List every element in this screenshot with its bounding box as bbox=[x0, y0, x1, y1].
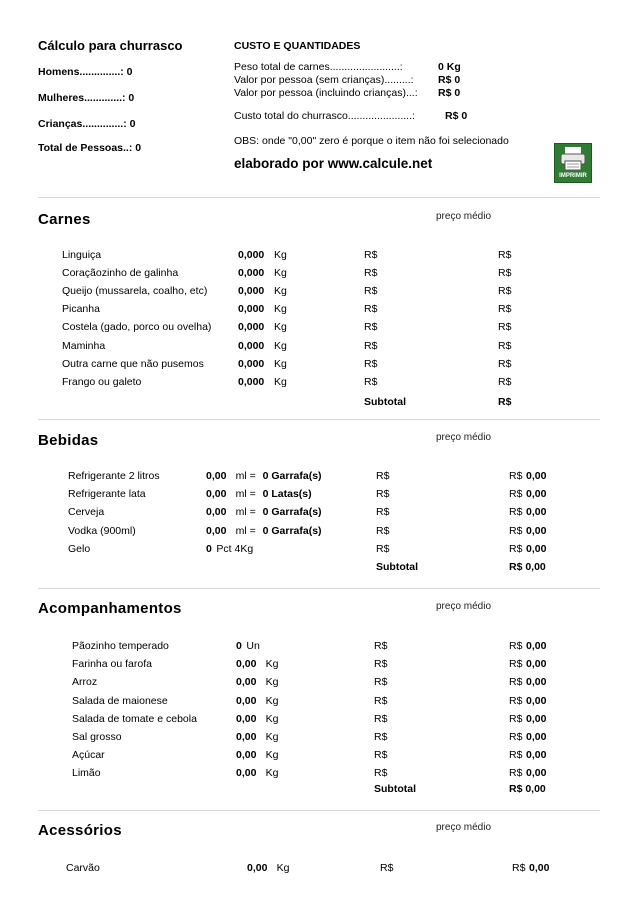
item-name: Limão bbox=[72, 767, 101, 780]
custo-total-label: Custo total do churrasco......................: bbox=[234, 110, 415, 122]
item-total: 0,00 bbox=[526, 712, 547, 725]
preco-medio-bebidas: preço médio bbox=[436, 432, 492, 443]
print-button[interactable] bbox=[554, 143, 592, 183]
item-total: 0,00 bbox=[526, 506, 547, 519]
item-quantity[interactable]: 0,000 bbox=[238, 267, 265, 280]
table-row bbox=[0, 470, 638, 488]
item-unit: Kg bbox=[265, 694, 279, 707]
table-row bbox=[0, 488, 638, 506]
item-unit: Kg bbox=[265, 658, 279, 671]
item-name: Frango ou galeto bbox=[62, 375, 142, 388]
valor-sem-criancas-label: Valor por pessoa (sem crianças).........: bbox=[234, 74, 414, 86]
item-unit: Kg bbox=[265, 767, 279, 780]
item-name: Pãozinho temperado bbox=[72, 640, 169, 652]
divider-acompanhamentos bbox=[38, 588, 600, 589]
item-price: R$ bbox=[374, 731, 388, 743]
table-row bbox=[0, 640, 638, 658]
item-price: R$ bbox=[376, 524, 390, 537]
valor-com-criancas-label: Valor por pessoa (incluindo crianças)...: bbox=[234, 87, 418, 99]
item-quantity[interactable]: 0,000 bbox=[238, 303, 265, 316]
item-price: R$ bbox=[364, 375, 378, 388]
item-total: 0,00 bbox=[526, 524, 547, 537]
homens-count: Homens..............: 0 bbox=[38, 66, 133, 78]
item-unit: Kg bbox=[274, 321, 287, 334]
item-name: Salada de maionese bbox=[72, 694, 168, 707]
item-quantity[interactable]: 0 bbox=[206, 542, 212, 555]
item-quantity[interactable]: 0,00 bbox=[236, 767, 257, 780]
custo-title: CUSTO E QUANTIDADES bbox=[234, 40, 361, 52]
table-row bbox=[0, 525, 638, 543]
item-price: R$ bbox=[364, 321, 378, 334]
item-price: R$ bbox=[364, 339, 378, 352]
item-total-prefix: R$ bbox=[509, 542, 523, 555]
preco-medio-carnes: preço médio bbox=[436, 211, 492, 222]
peso-label: Peso total de carnes........................: bbox=[234, 61, 403, 73]
table-row bbox=[0, 340, 638, 358]
item-unit: Kg bbox=[274, 267, 287, 280]
item-quantity[interactable]: 0,00 bbox=[236, 731, 257, 743]
custo-total-value: R$ 0 bbox=[445, 110, 468, 122]
acompanhamentos-subtotal-value: R$ 0,00 bbox=[509, 783, 546, 795]
item-name: Vodka (900ml) bbox=[68, 524, 136, 537]
item-total: 0,00 bbox=[526, 676, 547, 689]
item-total: R$ bbox=[498, 285, 512, 298]
item-total-prefix: R$ bbox=[509, 488, 523, 501]
table-row bbox=[0, 862, 638, 880]
preco-medio-acessorios: preço médio bbox=[436, 822, 492, 833]
item-price: R$ bbox=[364, 249, 378, 261]
bebidas-subtotal-value: R$ 0,00 bbox=[509, 561, 546, 573]
item-quantity[interactable]: 0,000 bbox=[238, 285, 265, 298]
bebidas-subtotal-label: Subtotal bbox=[376, 561, 418, 573]
item-name: Coraçãozinho de galinha bbox=[62, 267, 179, 280]
acompanhamentos-subtotal-label: Subtotal bbox=[374, 783, 416, 795]
obs-note: OBS: onde "0,00" zero é porque o item não foi selecionado bbox=[234, 135, 509, 147]
item-total: R$ bbox=[498, 321, 512, 334]
item-price: R$ bbox=[364, 303, 378, 316]
table-row bbox=[0, 713, 638, 731]
item-unit: Kg bbox=[265, 712, 279, 725]
item-total-prefix: R$ bbox=[509, 749, 523, 762]
item-unit: Kg bbox=[265, 676, 279, 689]
item-total: 0,00 bbox=[526, 470, 547, 482]
item-name: Carvão bbox=[66, 862, 100, 874]
item-quantity[interactable]: 0,000 bbox=[238, 357, 265, 370]
item-quantity[interactable]: 0,00 bbox=[236, 658, 257, 671]
item-total-prefix: R$ bbox=[509, 694, 523, 707]
carnes-subtotal-label: Subtotal bbox=[364, 396, 406, 408]
item-quantity[interactable]: 0,000 bbox=[238, 375, 265, 388]
table-row bbox=[0, 506, 638, 524]
item-conversion: 0 Garrafa(s) bbox=[262, 524, 322, 537]
item-name: Gelo bbox=[68, 542, 91, 555]
item-price: R$ bbox=[380, 862, 394, 874]
item-unit: Kg bbox=[274, 357, 287, 370]
item-price: R$ bbox=[376, 506, 390, 519]
item-total: R$ bbox=[498, 303, 512, 316]
item-total: 0,00 bbox=[529, 862, 550, 874]
item-unit: ml = bbox=[235, 488, 256, 501]
credit-text: elaborado por www.calcule.net bbox=[234, 156, 433, 171]
item-total-prefix: R$ bbox=[509, 506, 523, 519]
item-total-prefix: R$ bbox=[509, 676, 523, 689]
table-row bbox=[0, 267, 638, 285]
item-unit: Kg bbox=[265, 731, 279, 743]
page-title: Cálculo para churrasco bbox=[38, 38, 183, 53]
item-conversion: 0 Latas(s) bbox=[262, 488, 312, 501]
item-quantity[interactable]: 0,00 bbox=[236, 712, 257, 725]
divider-bebidas bbox=[38, 419, 600, 420]
item-quantity[interactable]: 0,000 bbox=[238, 249, 265, 261]
item-unit: ml = bbox=[235, 524, 256, 537]
item-total: 0,00 bbox=[526, 542, 547, 555]
divider-acessorios bbox=[38, 810, 600, 811]
item-total-prefix: R$ bbox=[509, 767, 523, 780]
table-row bbox=[0, 285, 638, 303]
item-conversion: 0 Garrafa(s) bbox=[262, 470, 322, 482]
item-name: Picanha bbox=[62, 303, 100, 316]
item-quantity[interactable]: 0,00 bbox=[236, 694, 257, 707]
table-row bbox=[0, 676, 638, 694]
item-quantity[interactable]: 0,000 bbox=[238, 339, 265, 352]
section-title-acompanhamentos: Acompanhamentos bbox=[38, 600, 182, 617]
item-price: R$ bbox=[376, 470, 390, 482]
item-quantity[interactable]: 0,00 bbox=[247, 862, 268, 874]
peso-value: 0 Kg bbox=[438, 61, 461, 73]
item-unit: Kg bbox=[274, 285, 287, 298]
item-total: 0,00 bbox=[526, 694, 547, 707]
table-row bbox=[0, 543, 638, 561]
item-quantity[interactable]: 0,00 bbox=[236, 676, 257, 689]
section-title-carnes: Carnes bbox=[38, 211, 91, 228]
item-total-prefix: R$ bbox=[509, 524, 523, 537]
item-unit: Kg bbox=[274, 303, 287, 316]
item-unit: Kg bbox=[274, 375, 287, 388]
item-price: R$ bbox=[376, 488, 390, 501]
item-total: 0,00 bbox=[526, 640, 547, 652]
item-name: Arroz bbox=[72, 676, 98, 689]
item-unit: ml = bbox=[235, 506, 256, 519]
table-row bbox=[0, 303, 638, 321]
item-total: 0,00 bbox=[526, 749, 547, 762]
table-row bbox=[0, 658, 638, 676]
item-total-prefix: R$ bbox=[509, 658, 523, 671]
item-total: 0,00 bbox=[526, 767, 547, 780]
item-unit: Kg bbox=[276, 862, 290, 874]
preco-medio-acompanhamentos: preço médio bbox=[436, 601, 492, 612]
item-name: Linguiça bbox=[62, 249, 102, 261]
item-price: R$ bbox=[374, 640, 388, 652]
item-quantity[interactable]: 0,00 bbox=[236, 749, 257, 762]
item-price: R$ bbox=[364, 267, 378, 280]
item-total-prefix: R$ bbox=[512, 862, 526, 874]
table-row bbox=[0, 695, 638, 713]
item-quantity[interactable]: 0,00 bbox=[206, 488, 227, 501]
item-price: R$ bbox=[374, 658, 388, 671]
criancas-count: Crianças..............: 0 bbox=[38, 118, 136, 130]
item-total: R$ bbox=[498, 249, 512, 261]
item-unit: Pct 4Kg bbox=[216, 542, 254, 555]
item-total: R$ bbox=[498, 339, 512, 352]
item-unit: Kg bbox=[265, 749, 279, 762]
mulheres-count: Mulheres.............: 0 bbox=[38, 92, 135, 104]
item-name: Costela (gado, porco ou ovelha) bbox=[62, 321, 212, 334]
section-title-bebidas: Bebidas bbox=[38, 432, 99, 449]
table-row bbox=[0, 358, 638, 376]
item-quantity[interactable]: 0,00 bbox=[206, 506, 227, 519]
item-name: Açúcar bbox=[72, 749, 105, 762]
item-name: Sal grosso bbox=[72, 731, 122, 743]
item-unit: ml = bbox=[235, 470, 256, 482]
item-price: R$ bbox=[364, 357, 378, 370]
printer-icon bbox=[555, 144, 591, 172]
divider-top bbox=[38, 197, 600, 198]
table-row bbox=[0, 321, 638, 339]
table-row bbox=[0, 749, 638, 767]
section-title-acessorios: Acessórios bbox=[38, 822, 122, 839]
item-price: R$ bbox=[374, 676, 388, 689]
item-price: R$ bbox=[374, 749, 388, 762]
item-unit: Kg bbox=[274, 339, 287, 352]
item-price: R$ bbox=[364, 285, 378, 298]
item-total: R$ bbox=[498, 375, 512, 388]
item-quantity[interactable]: 0,00 bbox=[206, 470, 227, 482]
item-price: R$ bbox=[374, 694, 388, 707]
item-name: Salada de tomate e cebola bbox=[72, 712, 197, 725]
item-quantity[interactable]: 0 bbox=[236, 640, 242, 652]
carnes-subtotal-value: R$ bbox=[498, 396, 512, 408]
item-name: Outra carne que não pusemos bbox=[62, 357, 204, 370]
item-price: R$ bbox=[376, 542, 390, 555]
item-quantity[interactable]: 0,000 bbox=[238, 321, 265, 334]
item-total: 0,00 bbox=[526, 488, 547, 501]
item-total: R$ bbox=[498, 267, 512, 280]
item-total: R$ bbox=[498, 357, 512, 370]
print-label: IMPRIMIR bbox=[559, 173, 587, 179]
item-name: Maminha bbox=[62, 339, 106, 352]
item-total-prefix: R$ bbox=[509, 712, 523, 725]
item-price: R$ bbox=[374, 712, 388, 725]
item-unit: Kg bbox=[274, 249, 287, 261]
item-conversion: 0 Garrafa(s) bbox=[262, 506, 322, 519]
valor-com-criancas-value: R$ 0 bbox=[438, 87, 461, 99]
item-name: Cerveja bbox=[68, 506, 105, 519]
item-total-prefix: R$ bbox=[509, 470, 523, 482]
item-quantity[interactable]: 0,00 bbox=[206, 524, 227, 537]
valor-sem-criancas-value: R$ 0 bbox=[438, 74, 461, 86]
item-name: Queijo (mussarela, coalho, etc) bbox=[62, 285, 208, 298]
item-name: Refrigerante 2 litros bbox=[68, 470, 160, 482]
table-row bbox=[0, 731, 638, 749]
item-unit: Un bbox=[246, 640, 260, 652]
item-total-prefix: R$ bbox=[509, 640, 523, 652]
total-pessoas: Total de Pessoas..: 0 bbox=[38, 142, 142, 154]
item-total-prefix: R$ bbox=[509, 731, 523, 743]
table-row bbox=[0, 249, 638, 267]
table-row bbox=[0, 376, 638, 394]
item-price: R$ bbox=[374, 767, 388, 780]
item-total: 0,00 bbox=[526, 731, 547, 743]
item-name: Farinha ou farofa bbox=[72, 658, 152, 671]
item-total: 0,00 bbox=[526, 658, 547, 671]
item-name: Refrigerante lata bbox=[68, 488, 146, 501]
